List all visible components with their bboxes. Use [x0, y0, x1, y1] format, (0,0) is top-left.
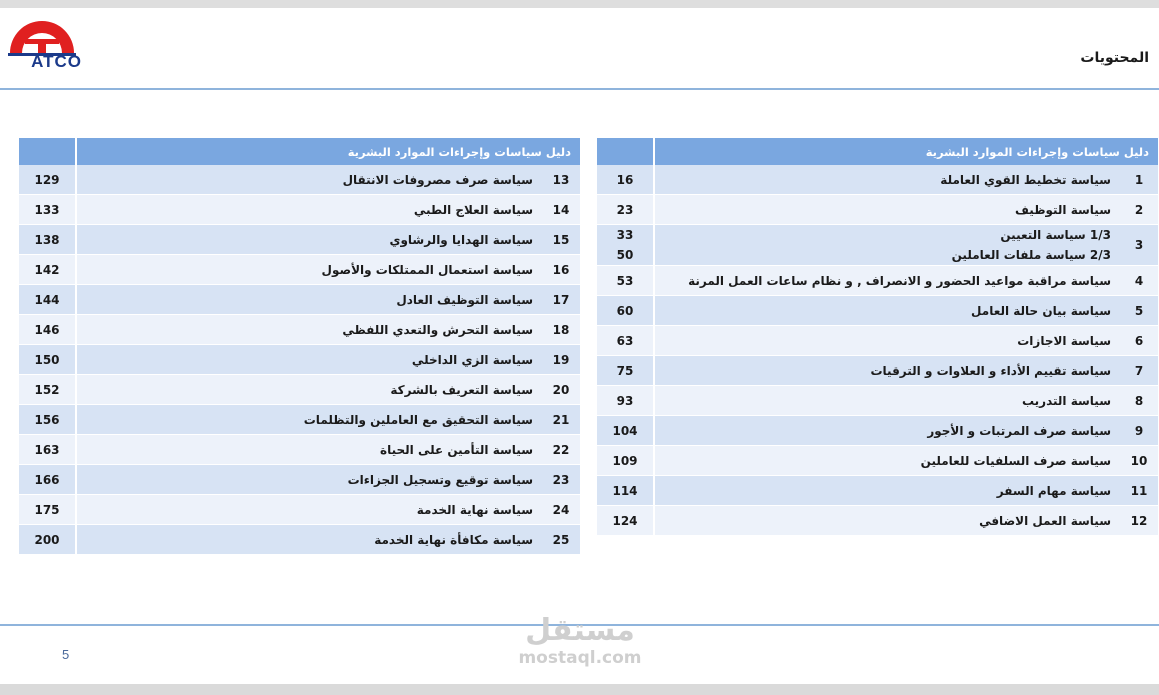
watermark-arabic: مستقل	[525, 613, 635, 648]
toc-entry-text: سياسة مكافأة نهاية الخدمة	[374, 532, 533, 547]
toc-entry-number: 20	[542, 375, 580, 405]
toc-entry-title	[655, 225, 1120, 266]
toc-row[interactable]	[19, 405, 580, 435]
toc-row[interactable]	[19, 195, 580, 225]
toc-entry-title	[655, 326, 1120, 356]
toc-page-number	[19, 525, 75, 555]
toc-row[interactable]	[19, 225, 580, 255]
toc-entry-number: 25	[542, 525, 580, 555]
toc-entry-text: سياسة التأمين على الحياة	[380, 442, 533, 457]
toc-row[interactable]	[597, 446, 1158, 476]
toc-entry-number: 11	[1120, 476, 1158, 506]
atco-logo-icon	[0, 13, 84, 83]
toc-row[interactable]	[19, 165, 580, 195]
toc-page-value: 124	[612, 513, 638, 528]
toc-row[interactable]	[19, 495, 580, 525]
toc-header-page-cell	[19, 138, 75, 165]
toc-row[interactable]	[597, 356, 1158, 386]
toc-entry-number: 18	[542, 315, 580, 345]
toc-row[interactable]	[597, 266, 1158, 296]
toc-entry-title	[655, 356, 1120, 386]
toc-entry-title	[655, 386, 1120, 416]
toc-row[interactable]	[19, 435, 580, 465]
toc-row[interactable]	[597, 296, 1158, 326]
toc-entry-title	[655, 165, 1120, 195]
toc-page-number	[19, 195, 75, 225]
toc-entry-text: سياسة بيان حالة العامل	[971, 303, 1111, 318]
toc-page-value: 133	[34, 202, 60, 217]
toc-entry-text: سياسة العمل الاضافي	[979, 513, 1111, 528]
toc-row[interactable]	[19, 255, 580, 285]
toc-page-number	[597, 386, 653, 416]
toc-entry-text: سياسة مهام السفر	[996, 483, 1111, 498]
toc-page-value: 142	[34, 262, 60, 277]
toc-header-title: دليل سياسات وإجراءات الموارد البشرية	[77, 138, 580, 165]
toc-page-value: 150	[34, 352, 60, 367]
toc-page-value: 104	[612, 423, 638, 438]
toc-page-value: 109	[612, 453, 638, 468]
toc-entry-title	[655, 195, 1120, 225]
toc-entry-title	[655, 476, 1120, 506]
toc-entry-text: سياسة التدريب	[1021, 393, 1111, 408]
toc-row[interactable]	[597, 416, 1158, 446]
toc-page-value: 144	[34, 292, 60, 307]
toc-page-number	[597, 165, 653, 195]
toc-entry-text: سياسة التعريف بالشركة	[390, 382, 533, 397]
toc-row[interactable]	[19, 315, 580, 345]
toc-page-number	[597, 326, 653, 356]
toc-entry-title	[655, 296, 1120, 326]
toc-entry-number: 5	[1120, 296, 1158, 326]
toc-page-value: 63	[616, 333, 634, 348]
toc-header-page-cell	[597, 138, 653, 165]
toc-entry-title	[77, 315, 542, 345]
toc-entry-number: 17	[542, 285, 580, 315]
toc-entry-number: 2	[1120, 195, 1158, 225]
toc-entry-text: 2/3 سياسة ملفات العاملين	[951, 248, 1111, 262]
toc-entry-text: سياسة صرف السلفيات للعاملين	[920, 453, 1111, 468]
toc-page-number	[597, 446, 653, 476]
toc-entry-text: سياسة تقييم الأداء و العلاوات و الترقيات	[870, 363, 1111, 378]
toc-page-number	[19, 315, 75, 345]
toc-page-number	[19, 405, 75, 435]
toc-entry-number: 9	[1120, 416, 1158, 446]
toc-page-value: 50	[616, 248, 634, 262]
toc-page-number	[19, 165, 75, 195]
toc-entry-title	[655, 506, 1120, 536]
toc-page-value: 175	[34, 502, 60, 517]
toc-page-number	[19, 255, 75, 285]
toc-entry-text: سياسة الاجازات	[1017, 333, 1111, 348]
toc-entry-title	[655, 416, 1120, 446]
page-title: المحتويات	[1080, 50, 1149, 66]
toc-page-number	[19, 465, 75, 495]
toc-page-value: 114	[612, 483, 638, 498]
toc-entry-title	[655, 266, 1120, 296]
toc-page-value: 156	[34, 412, 60, 427]
toc-entry-number: 14	[542, 195, 580, 225]
toc-entry-text: سياسة التوظيف	[1015, 202, 1111, 217]
toc-page-value: 23	[616, 202, 634, 217]
toc-row[interactable]	[597, 506, 1158, 536]
toc-entry-text: سياسة الزي الداخلي	[411, 352, 533, 367]
toc-page-value: 93	[616, 393, 634, 408]
toc-row[interactable]	[597, 165, 1158, 195]
toc-header-row	[597, 138, 1158, 165]
toc-entry-number: 3	[1120, 225, 1158, 266]
toc-entry-number: 23	[542, 465, 580, 495]
toc-entry-title	[77, 495, 542, 525]
header-divider	[0, 88, 1159, 90]
toc-entry-number: 13	[542, 165, 580, 195]
toc-page-value: 60	[616, 303, 634, 318]
toc-page-number	[19, 345, 75, 375]
toc-entry-title	[77, 375, 542, 405]
toc-entry-text: سياسة التحرش والتعدي اللفظي	[342, 322, 533, 337]
toc-table-left	[19, 138, 580, 555]
toc-entry-number: 7	[1120, 356, 1158, 386]
toc-page-number	[19, 225, 75, 255]
toc-entry-title	[77, 345, 542, 375]
toc-entry-title	[77, 525, 542, 555]
toc-page-value: 75	[616, 363, 634, 378]
toc-entry-text: سياسة استعمال الممتلكات والأصول	[321, 262, 533, 277]
toc-entry-text: سياسة مراقبة مواعيد الحضور و الانصراف , و نظام ساعات العمل المرنة	[688, 273, 1111, 288]
toc-entry-number: 16	[542, 255, 580, 285]
toc-header-row	[19, 138, 580, 165]
toc-row[interactable]	[597, 225, 1158, 266]
toc-row[interactable]	[597, 326, 1158, 356]
toc-page-value: 166	[34, 472, 60, 487]
toc-entry-text: سياسة العلاج الطبي	[413, 202, 533, 217]
toc-row[interactable]	[597, 195, 1158, 225]
toc-page-number	[597, 476, 653, 506]
toc-entry-text: سياسة توقيع وتسجيل الجزاءات	[347, 472, 533, 487]
toc-row[interactable]	[19, 465, 580, 495]
toc-page-number	[597, 266, 653, 296]
toc-page-value: 152	[34, 382, 60, 397]
toc-row[interactable]	[19, 375, 580, 405]
toc-entry-number: 10	[1120, 446, 1158, 476]
toc-row[interactable]	[19, 345, 580, 375]
toc-entry-title	[77, 255, 542, 285]
toc-entry-title	[77, 465, 542, 495]
watermark-latin: mostaql.com	[518, 648, 642, 668]
toc-entry-text: سياسة التوظيف العادل	[396, 292, 533, 307]
toc-entry-title	[77, 195, 542, 225]
toc-row[interactable]	[19, 525, 580, 555]
toc-entry-number: 21	[542, 405, 580, 435]
logo-wordmark: ATCO	[31, 52, 82, 71]
toc-entry-text: سياسة صرف المرتبات و الأجور	[927, 423, 1111, 438]
toc-page-value: 200	[34, 532, 60, 547]
toc-page-value: 16	[616, 172, 634, 187]
toc-entry-title	[77, 405, 542, 435]
toc-entry-title	[77, 435, 542, 465]
toc-page-value: 163	[34, 442, 60, 457]
toc-row[interactable]	[597, 476, 1158, 506]
toc-entry-title	[655, 446, 1120, 476]
page-number: 5	[62, 647, 70, 662]
toc-page-number	[19, 285, 75, 315]
toc-page-number	[597, 225, 653, 266]
toc-entry-text: سياسة الهدايا والرشاوي	[389, 232, 533, 247]
toc-entry-text: سياسة نهاية الخدمة	[416, 502, 533, 517]
toc-entry-number: 24	[542, 495, 580, 525]
toc-entry-number: 22	[542, 435, 580, 465]
toc-entry-text: سياسة تخطيط القوي العاملة	[940, 172, 1111, 187]
toc-entry-title	[77, 225, 542, 255]
mostaql-watermark	[505, 614, 655, 668]
window-top-strip	[0, 0, 1159, 8]
toc-page-number	[19, 495, 75, 525]
toc-entry-number: 8	[1120, 386, 1158, 416]
toc-page-number	[597, 356, 653, 386]
window-bottom-strip	[0, 684, 1159, 695]
toc-entry-number: 19	[542, 345, 580, 375]
toc-page-number	[597, 506, 653, 536]
toc-entry-text: 1/3 سياسة التعيين	[1000, 228, 1111, 242]
toc-page-number	[597, 416, 653, 446]
toc-entry-title	[77, 165, 542, 195]
toc-page-number	[19, 375, 75, 405]
toc-page-value: 138	[34, 232, 60, 247]
toc-entry-number: 4	[1120, 266, 1158, 296]
toc-entry-text: سياسة صرف مصروفات الانتقال	[342, 172, 533, 187]
toc-page-value: 129	[34, 172, 60, 187]
toc-page-number	[19, 435, 75, 465]
toc-page-value: 33	[616, 228, 634, 242]
toc-entry-number: 1	[1120, 165, 1158, 195]
toc-page-number	[597, 195, 653, 225]
toc-page-number	[597, 296, 653, 326]
toc-page-value: 53	[616, 273, 634, 288]
toc-entry-number: 15	[542, 225, 580, 255]
toc-row[interactable]	[19, 285, 580, 315]
toc-header-title: دليل سياسات وإجراءات الموارد البشرية	[655, 138, 1158, 165]
toc-page-value: 146	[34, 322, 60, 337]
toc-entry-title	[77, 285, 542, 315]
toc-entry-number: 6	[1120, 326, 1158, 356]
toc-entry-text: سياسة التحقيق مع العاملين والتظلمات	[303, 412, 533, 427]
toc-row[interactable]	[597, 386, 1158, 416]
toc-entry-number: 12	[1120, 506, 1158, 536]
toc-table-right	[597, 138, 1158, 536]
